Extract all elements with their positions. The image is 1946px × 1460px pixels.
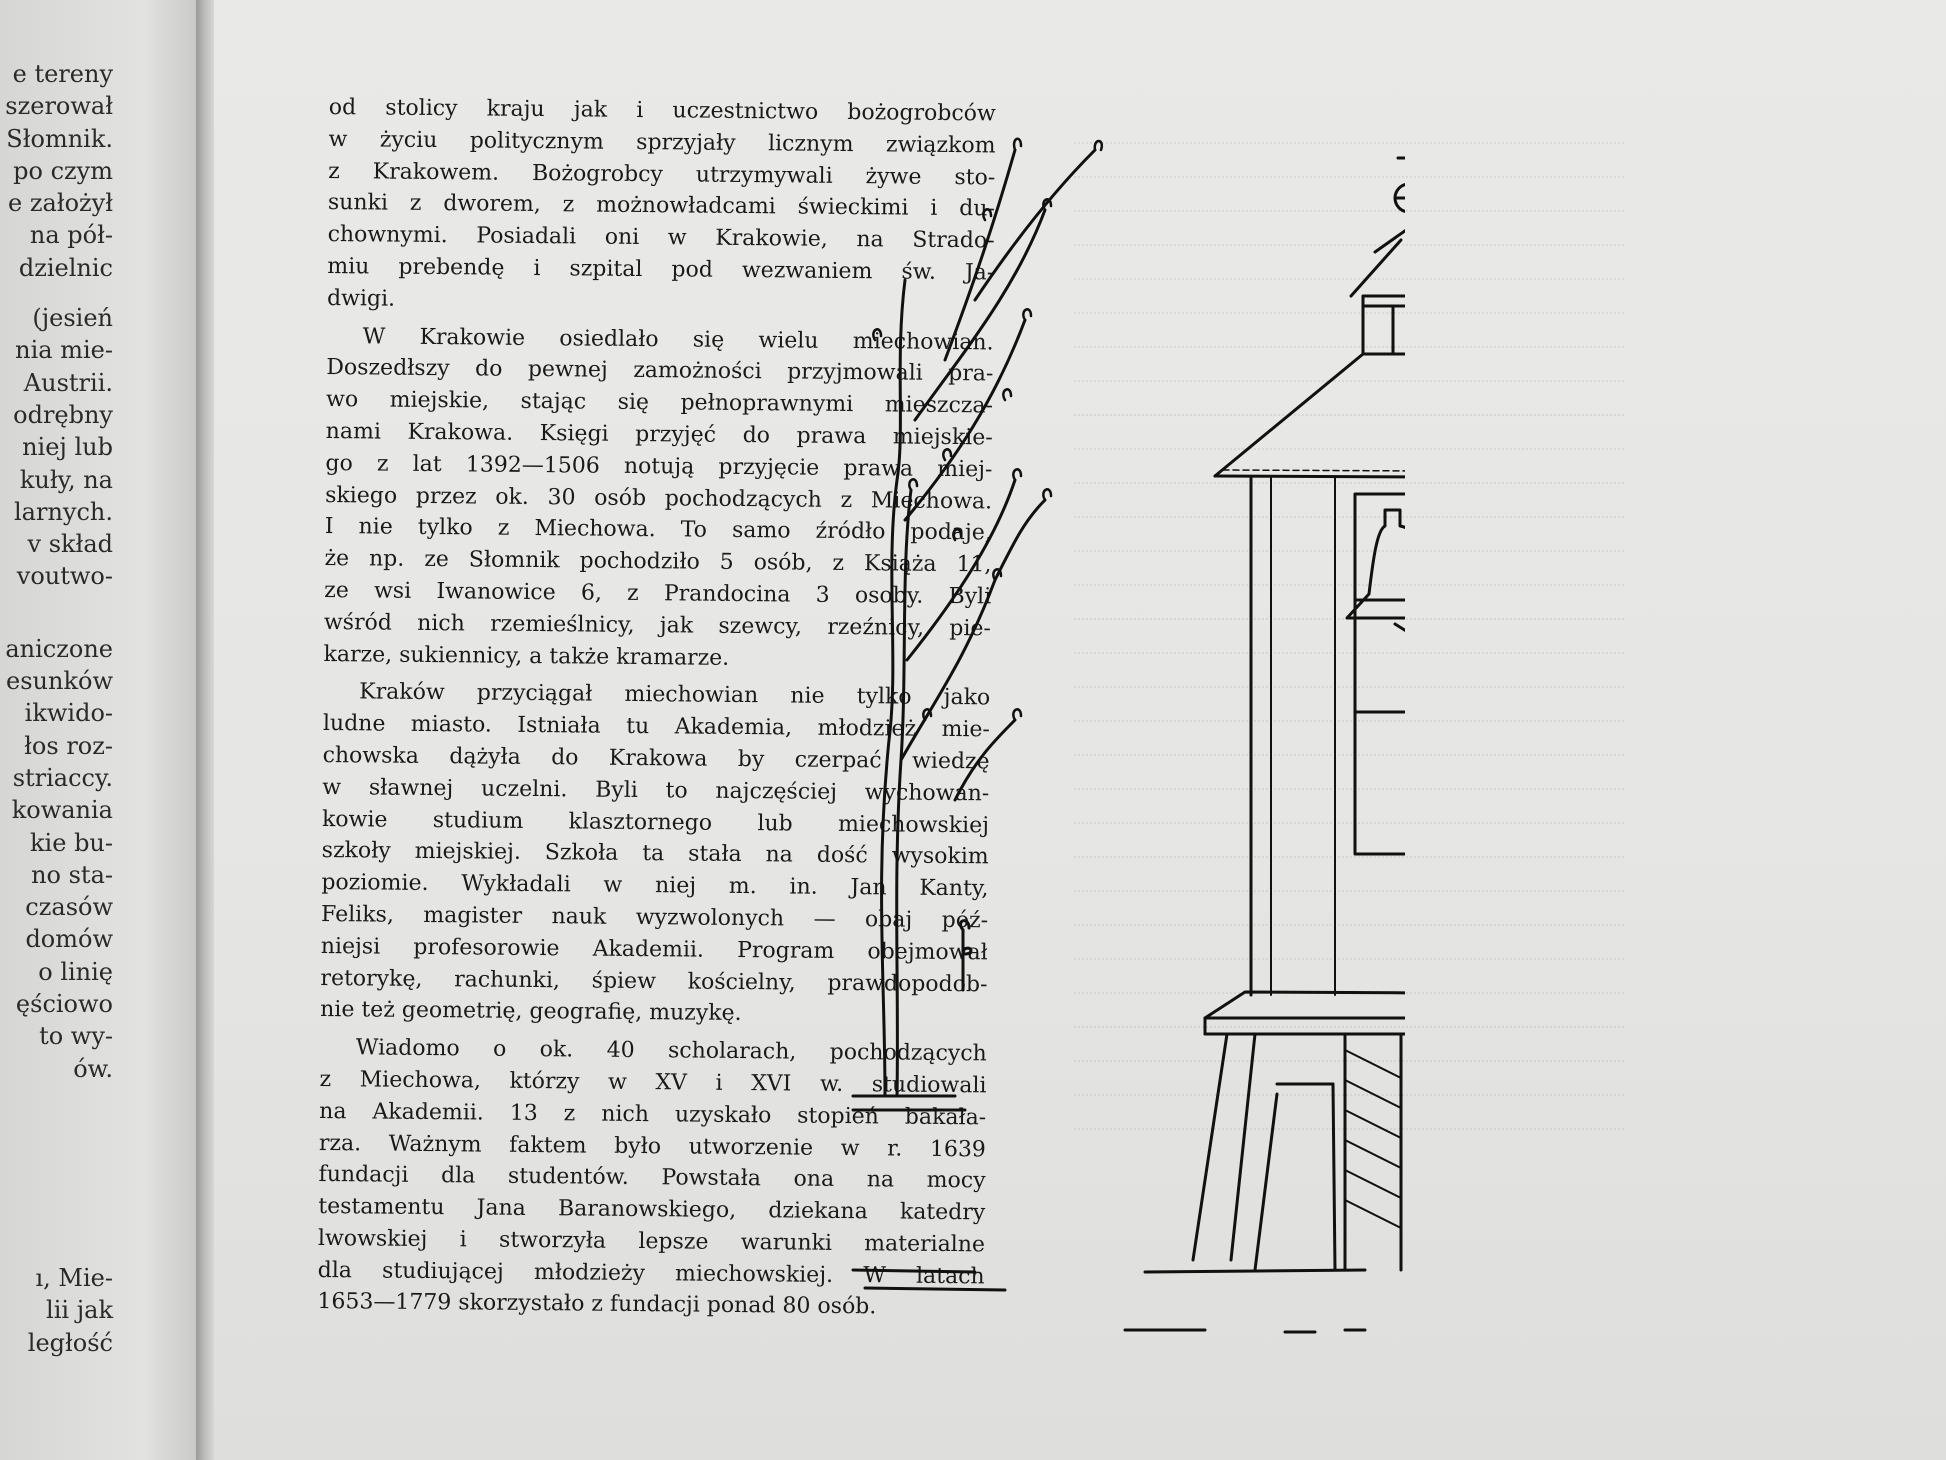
text-line: szkoły miejskiej. Szkoła ta stała na dość wysokim [321, 838, 989, 870]
text-line: nami Krakowa. Księgi przyjęć do prawa miejskie- [325, 418, 993, 451]
text-line: karze, sukiennicy, a także kramarze. [323, 641, 730, 671]
left-page-line: e tereny [12, 60, 113, 88]
left-page-line: ı, Mie- [35, 1264, 113, 1292]
text-line: z Miechowa, którzy w XV i XVI w. studiowali [319, 1066, 987, 1099]
text-line: lwowskiej i stworzyła lepsze warunki materialne [317, 1225, 986, 1258]
left-page-line: odrębny [13, 400, 113, 429]
left-page-line: (jesień [32, 304, 113, 333]
text-line: że np. ze Słomnik pochodziło 5 osób, z Książa 11, [324, 546, 992, 578]
text-line: na Akademii. 13 z nich uzyskało stopień bakała- [319, 1098, 987, 1131]
left-page-line: striaccy. [12, 763, 113, 792]
left-page-line: łos roz- [24, 731, 113, 760]
text-line: chownymi. Posiadali oni w Krakowie, na Strado- [327, 222, 995, 254]
left-page-line: kie bu- [30, 828, 113, 857]
text-line: niejsi profesorowie Akademii. Program obejmował [320, 933, 988, 966]
left-page-line: po czym [13, 156, 113, 185]
text-line: w życiu politycznym sprzyjały licznym związkom [328, 126, 996, 159]
text-line: Feliks, magister nauk wyzwolonych — obaj póź- [320, 901, 989, 934]
text-line: I nie tylko z Miechowa. To samo źródło podaje, [324, 514, 992, 546]
text-line: fundacji dla studentów. Powstała ona na mocy [318, 1162, 986, 1194]
text-line: w sławnej uczelni. Byli to najczęściej wychowan- [322, 774, 990, 807]
text-line: skiego przez ok. 30 osób pochodzących z Miechowa. [325, 482, 993, 514]
left-page-line: na pół- [29, 221, 113, 250]
left-page-line: aniczone [5, 634, 113, 663]
left-page-line: esunków [6, 667, 113, 696]
text-line: ze wsi Iwanowice 6, z Prandocina 3 osoby. Byli [324, 577, 992, 610]
left-page-line: e założył [8, 189, 113, 218]
text-line: rza. Ważnym faktem było utworzenie w r. 1639 [318, 1130, 987, 1162]
left-page-line: to wy- [39, 1022, 113, 1051]
text-line: chowska dążyła do Krakowa by czerpać wiedzę [322, 742, 990, 775]
text-line: od stolicy kraju jak i uczestnictwo bożogrobców [328, 94, 996, 127]
text-line: miu prebendę i szpital pod wezwaniem św. Ja- [327, 253, 995, 286]
text-line: dla studiującej młodzieży miechowskiej. W latach [317, 1257, 985, 1290]
left-page-line: Słomnik. [6, 124, 113, 153]
left-page-line: o linię [38, 957, 113, 986]
left-page-line: lii jak [46, 1296, 113, 1325]
left-page-text-upper [0, 58, 113, 1085]
left-page-line: no sta- [31, 860, 113, 889]
text-line: kowie studium klasztornego lub miechowskiej [321, 806, 990, 838]
text-line: wśród nich rzemieślnicy, jak szewcy, rzeźnicy, pie- [323, 609, 991, 642]
left-page-line: ikwido- [24, 699, 113, 728]
left-page-line: kuły, na [19, 465, 113, 494]
left-page-line: ów. [73, 1054, 113, 1083]
text-line: z Krakowem. Bożogrobcy utrzymywali żywe sto- [328, 158, 996, 190]
text-line: Wiadomo o ok. 40 scholarach, pochodzących [355, 1035, 987, 1067]
left-page-line: v skład [27, 530, 113, 559]
left-page-line: kowania [11, 796, 113, 825]
text-line: wo miejskie, stając się pełnoprawnymi mieszcza- [325, 387, 994, 419]
text-line: 1653—1779 skorzystało z fundacji ponad 80 osób. [317, 1289, 877, 1320]
text-line: retorykę, rachunki, śpiew kościelny, prawdopodob- [320, 965, 988, 997]
left-page-text-lower [0, 1262, 113, 1359]
text-line: Kraków przyciągał miechowian nie tylko jako [359, 679, 991, 711]
left-page-line: nia mie- [15, 336, 113, 365]
left-page-line: czasów [25, 893, 113, 922]
left-page-line: niej lub [22, 433, 113, 462]
text-line: poziomie. Wykładali w niej m. in. Jan Kanty, [321, 870, 989, 902]
text-line: go z lat 1392—1506 notują przyjęcie prawa miej- [325, 450, 993, 483]
left-page-line: Austrii. [23, 368, 113, 397]
left-page-line: voutwo- [16, 562, 113, 591]
cross-icon [1398, 140, 1405, 180]
text-line: nie też geometrię, geografię, muzykę. [320, 997, 742, 1027]
left-page-fragment [0, 0, 205, 1460]
left-page-line: larnych. [14, 497, 113, 526]
bell-tower-illustration [845, 100, 1405, 1360]
text-line: W Krakowie osiedlało się wielu miechowian. [362, 323, 994, 355]
left-page-line: ległość [27, 1328, 113, 1357]
left-page-line: dzielnic [18, 253, 113, 282]
text-line: testamentu Jana Baranowskiego, dziekana katedry [318, 1194, 986, 1226]
text-line: dwigi. [326, 285, 396, 312]
text-line: sunki z dworem, z możnowładcami świeckimi i du- [327, 190, 996, 222]
text-line: ludne miasto. Istniała tu Akademia, młodzież mie- [322, 711, 991, 743]
left-page-line: ęściowo [15, 990, 113, 1019]
text-line: Doszedłszy do pewnej zamożności przyjmowali pra- [326, 355, 994, 387]
left-page-line: szerował [5, 92, 113, 121]
left-page-line: domów [25, 925, 113, 954]
